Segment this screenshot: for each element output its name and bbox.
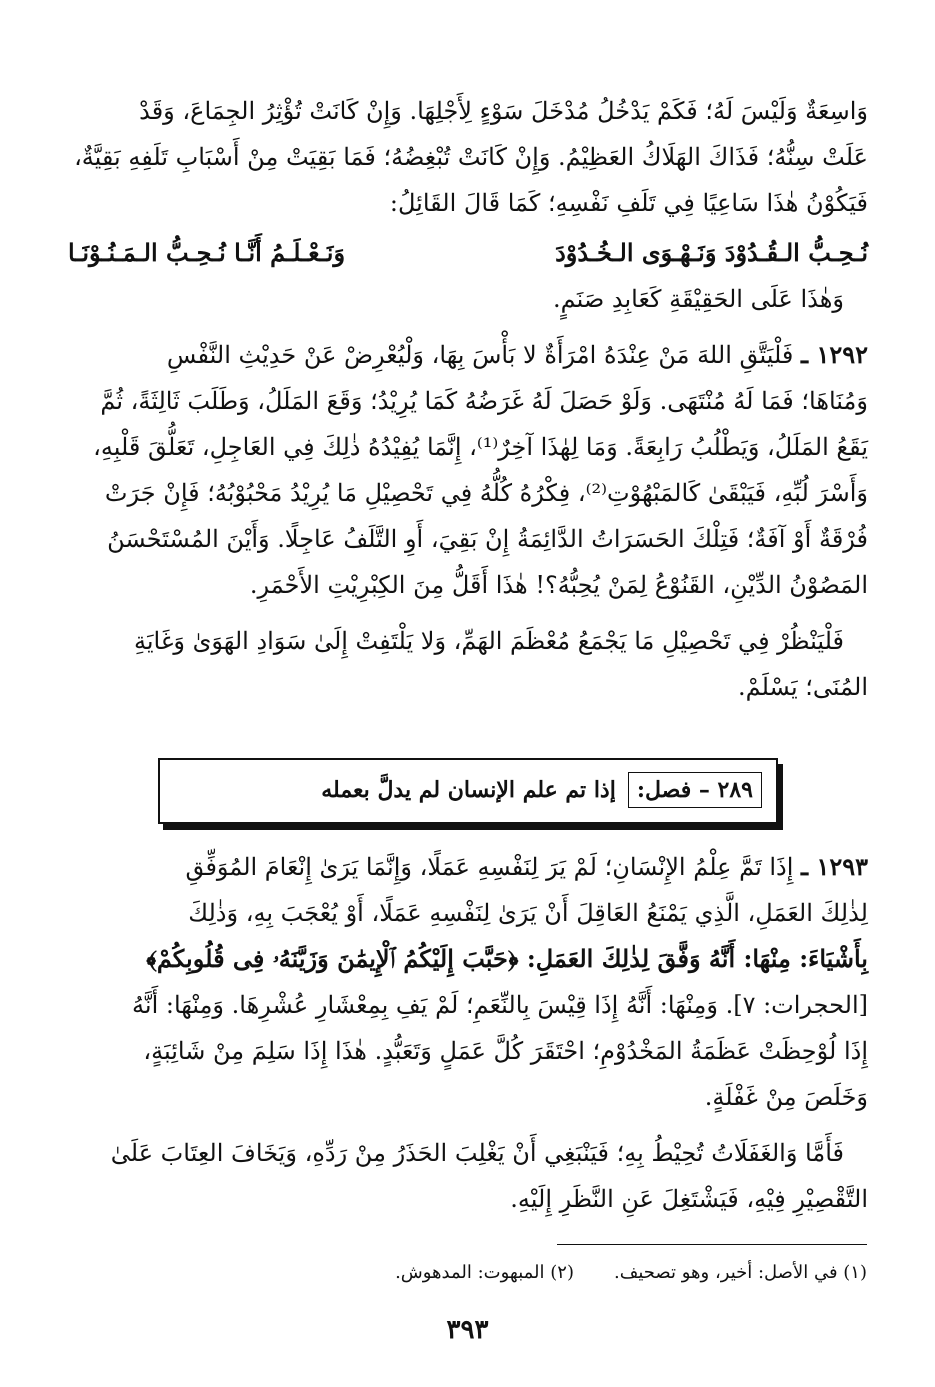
text-line: المَصُوْنُ الدِّيْنِ، القَنُوْعُ لِمَنْ يُحِبُّهُ؟! هٰذَا أَقَلُّ مِنَ الكِبْرِيْتِ الأَحْمَرِ. bbox=[249, 571, 868, 599]
page-number: ٣٩٣ bbox=[446, 1315, 489, 1345]
paragraph-1293 bbox=[68, 844, 868, 1120]
paragraph-3 bbox=[68, 618, 868, 710]
section-label: ٢٨٩ – فصل: bbox=[628, 772, 762, 808]
text-line: إِذَا لُوْحِظَتْ عَظَمَةُ المَخْدُوْمِ؛ احْتَقَرَ كُلَّ عَمَلٍ وَتَعَبُّدٍ. هٰذَا إِذَا سَلِمَ مِنْ شَائِبَةٍ، bbox=[143, 1037, 868, 1065]
text-line: فَيَكُوْنُ هٰذَا سَاعِيًا فِي تَلَفِ نَفْسِهِ؛ كَمَا قَالَ القَائِلُ: bbox=[389, 189, 868, 217]
footnotes bbox=[68, 1258, 867, 1288]
after-verse-line: وَهٰذَا عَلَى الحَقِيْقَةِ كَعَابِدِ صَنَمٍ. bbox=[553, 285, 844, 313]
text-line: التَّقْصِيْرِ فِيْهِ، فَيَشْتَغِلَ عَنِ النَّظَرِ إِلَيْهِ. bbox=[510, 1185, 868, 1213]
text-line: إِذَا تَمَّ عِلْمُ الإِنْسَانِ؛ لَمْ يَرَ لِنَفْسِهِ عَمَلًا، وَإِنَّمَا يَرَىٰ إِنْعَامَ المُوَفِّقِ bbox=[185, 853, 794, 881]
verse-second-hemistich: وَنَـعْـلَـمُ أَنَّـا نُـحِـبُّ الـمَـنُـوْنَـا bbox=[68, 238, 346, 267]
text-line: عَلَتْ سِنُّهُ؛ فَذَاكَ الهَلَاكُ العَظِيْمُ. وَإِنْ كَانَتْ تُبْغِضُهُ؛ فَمَا بَقِيَتْ مِنْ أَسْبَابِ تَلَفِهِ بَقِيَّةٌ، bbox=[74, 143, 868, 171]
paragraph-5 bbox=[68, 1130, 868, 1222]
text-line: فَلْيَنْظُرْ فِي تَحْصِيْلِ مَا يَجْمَعُ مُعْظَمَ الهَمِّ، وَلا يَلْتَفِتْ إِلَىٰ سَوَادِ الهَوَىٰ وَغَايَةِ bbox=[133, 627, 844, 655]
page-body bbox=[68, 88, 868, 710]
text-line: المُنَى؛ يَسْلَمْ. bbox=[738, 673, 868, 701]
verse-first-hemistich: نُـحِـبُّ الـقُـدُوْدَ وَنَـهْـوَى الـخُـدُوْدَ bbox=[555, 238, 868, 267]
text-line: فَلْيَتَّقِ اللهَ مَنْ عِنْدَهُ امْرَأَةٌ لا بَأْسَ بِهَا، وَلْيُعْرِضْ عَنْ حَدِيْثِ النَّفْسِ bbox=[166, 341, 794, 369]
footnote-divider bbox=[557, 1244, 867, 1245]
paragraph-number: ١٢٩٣ ـ bbox=[801, 852, 868, 881]
text-line: وَأَسْرَ لُبِّهِ، فَيَبْقَىٰ كَالمَبْهُوْتِ⁽²⁾، فِكْرُهُ كُلُّهُ فِي تَحْصِيْلِ مَا يُرِيْدُ مَحْبُوْبُهُ؛ فَإِنْ جَرَتْ bbox=[104, 479, 868, 507]
text-line: وَاسِعَةٌ وَلَيْسَ لَهُ؛ فَكَمْ يَدْخُلُ مُدْخَلَ سَوْءٍ لِأَجْلِهَا. وَإِنْ كَانَتْ تُؤْثِرُ الجِمَاعَ، وَقَدْ bbox=[139, 97, 868, 125]
text-line: وَخَلَصَ مِنْ غَفْلَةٍ. bbox=[704, 1083, 868, 1111]
quran-verse-line: بِأَشْيَاءَ: مِنْهَا: أَنَّهُ وَفَّقَ لِذٰلِكَ العَمَلِ: ﴿حَبَّبَ إِلَيْكُمُ ٱلْإِيمَٰنَ وَزَيَّنَهُۥ فِى قُلُوبِكُمْ﴾ bbox=[146, 944, 868, 973]
paragraph-1292 bbox=[68, 332, 868, 608]
page-body-lower bbox=[68, 844, 868, 1222]
section-heading-box bbox=[158, 758, 778, 824]
text-line: لِذٰلِكَ العَمَلِ، الَّذِي يَمْنَعُ العَاقِلَ أَنْ يَرَىٰ لِنَفْسِهِ عَمَلًا، أَوْ يُعْجَبَ بِهِ، وَذٰلِكَ bbox=[188, 899, 868, 927]
footnote-2: (٢) المبهوت: المدهوش. bbox=[395, 1262, 574, 1283]
paragraph-1 bbox=[68, 88, 868, 226]
poetry-verse bbox=[68, 230, 868, 276]
footnote-1: (١) في الأصل: أخير، وهو تصحيف. bbox=[614, 1262, 867, 1283]
text-line: فُرْقَةٌ أَوْ آفَةٌ؛ فَتِلْكَ الحَسَرَاتُ الدَّائِمَةُ إِنْ بَقِيَ، أَوِ التَّلَفُ عَاجِلًا. وَأَيْنَ المُسْتَحْسَنُ bbox=[107, 525, 868, 553]
text-line: يَقَعُ المَلَلُ، وَيَطْلُبُ رَابِعَةً. وَمَا لِهٰذَا آخِرٌ⁽¹⁾، إِنَّمَا يُفِيْدُهُ ذٰلِكَ فِي العَاجِلِ، تَعَلُّقَ قَلْبِهِ، bbox=[93, 433, 868, 461]
text-line: [الحجرات: ٧]. وَمِنْهَا: أَنَّهُ إِذَا قِيْسَ بِالنِّعَمِ؛ لَمْ يَفِ بِمِعْشَارِ عُشْرِهَا. وَمِنْهَا: أَنَّهُ bbox=[132, 991, 868, 1019]
section-title: إذا تم علم الإنسان لم يدلَّ بعمله bbox=[321, 777, 616, 803]
paragraph-number: ١٢٩٢ ـ bbox=[801, 340, 868, 369]
text-line: فَأَمَّا وَالغَفَلَاتُ تُحِيْطُ بِهِ؛ فَيَنْبَغِي أَنْ يَغْلِبَ الحَذَرُ مِنْ رَدِّهِ، وَيَخَافَ العِتَابَ عَلَىٰ bbox=[110, 1139, 844, 1167]
text-line: وَمُنَاهَا؛ فَمَا لَهُ مُنْتَهَى. وَلَوْ حَصَلَ لَهُ غَرَضُهُ كَمَا يُرِيْدُ؛ وَقَعَ المَلَلُ، وَطَلَبَ ثَالِثَةً، ثُمَّ bbox=[100, 387, 868, 415]
